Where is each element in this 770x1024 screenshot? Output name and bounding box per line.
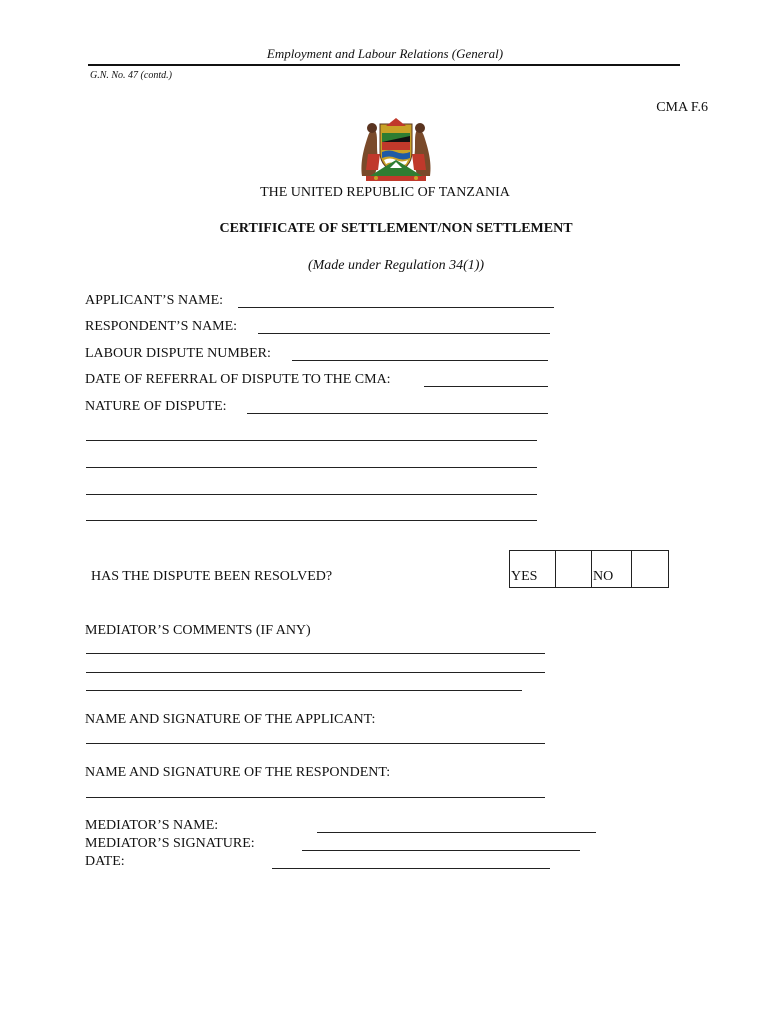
date-label: DATE: — [85, 854, 125, 869]
no-label: NO — [593, 569, 614, 584]
nature-of-dispute-line-1[interactable] — [86, 440, 537, 441]
gazette-reference: G.N. No. 47 (contd.) — [90, 70, 172, 81]
respondent-name-label: RESPONDENT’S NAME: — [85, 319, 238, 334]
yes-checkbox[interactable] — [555, 550, 592, 588]
no-checkbox[interactable] — [631, 550, 669, 588]
referral-date-label: DATE OF REFERRAL OF DISPUTE TO THE CMA: — [85, 372, 391, 387]
nature-of-dispute-line-4[interactable] — [86, 520, 537, 521]
yes-label: YES — [511, 569, 538, 584]
regulation-note: (Made under Regulation 34(1)) — [307, 258, 485, 273]
respondent-signature-label: NAME AND SIGNATURE OF THE RESPONDENT: — [85, 765, 391, 780]
form-code: CMA F.6 — [656, 100, 708, 115]
nature-of-dispute-line-2[interactable] — [86, 467, 537, 468]
coat-of-arms-icon — [356, 114, 436, 184]
comments-line-1[interactable] — [86, 653, 545, 654]
mediator-signature-label: MEDIATOR’S SIGNATURE: — [85, 836, 255, 851]
respondent-signature-field[interactable] — [86, 797, 545, 798]
mediator-name-field[interactable] — [317, 832, 596, 833]
applicant-signature-field[interactable] — [86, 743, 545, 744]
respondent-name-field[interactable] — [258, 333, 550, 334]
header-rule — [88, 64, 680, 66]
mediator-name-label: MEDIATOR’S NAME: — [85, 818, 219, 833]
dispute-number-field[interactable] — [292, 360, 548, 361]
date-field[interactable] — [272, 868, 550, 869]
comments-line-2[interactable] — [86, 672, 545, 673]
applicant-name-field[interactable] — [238, 307, 554, 308]
dispute-number-label: LABOUR DISPUTE NUMBER: — [85, 346, 271, 361]
comments-line-3[interactable] — [86, 690, 522, 691]
applicant-signature-label: NAME AND SIGNATURE OF THE APPLICANT: — [85, 712, 376, 727]
mediator-comments-label: MEDIATOR’S COMMENTS (IF ANY) — [85, 623, 311, 638]
running-title: Employment and Labour Relations (General) — [266, 46, 504, 61]
mediator-signature-field[interactable] — [302, 850, 580, 851]
referral-date-field[interactable] — [424, 386, 548, 387]
certificate-title: CERTIFICATE OF SETTLEMENT/NON SETTLEMENT — [219, 221, 573, 236]
applicant-name-label: APPLICANT’S NAME: — [85, 293, 224, 308]
nature-of-dispute-field[interactable] — [247, 413, 548, 414]
nature-of-dispute-label: NATURE OF DISPUTE: — [85, 399, 227, 414]
nature-of-dispute-line-3[interactable] — [86, 494, 537, 495]
no-label-cell — [591, 550, 632, 588]
yes-label-cell — [509, 550, 556, 588]
republic-heading: THE UNITED REPUBLIC OF TANZANIA — [260, 185, 510, 200]
resolution-question: HAS THE DISPUTE BEEN RESOLVED? — [91, 569, 333, 584]
